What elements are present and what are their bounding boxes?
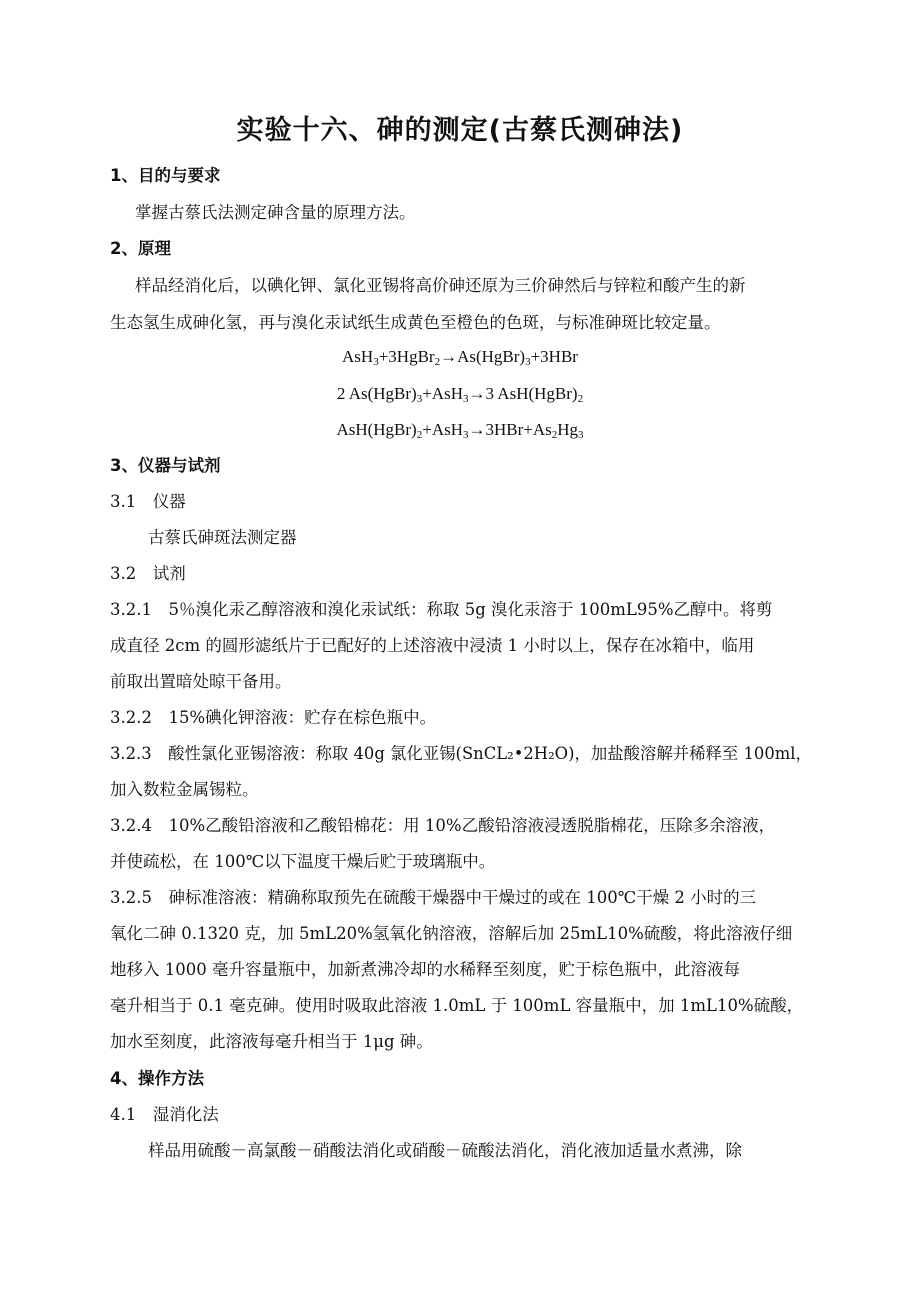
paragraph-principle-line-1: 样品经消化后，以碘化钾、氯化亚锡将高价砷还原为三价砷然后与锌粒和酸产生的新 <box>135 276 746 295</box>
paragraph-apparatus: 古蔡氏砷斑法测定器 <box>148 528 297 547</box>
reagent-3-2-4-line-1: 3.2.4 10%乙酸铅溶液和乙酸铅棉花：用 10%乙酸铅溶液浸透脱脂棉花，压除多余溶液， <box>110 816 776 835</box>
reagent-3-2-4-line-2: 并使疏松，在 100℃以下温度干燥后贮于玻璃瓶中。 <box>110 852 496 871</box>
page-title: 实验十六、砷的测定(古蔡氏测砷法) <box>236 115 684 146</box>
section-heading-apparatus-reagents: 3、仪器与试剂 <box>110 456 221 475</box>
reagent-3-2-5-line-1: 3.2.5 砷标准溶液：精确称取预先在硫酸干燥器中干燥过的或在 100℃干燥 2 小时的三 <box>110 888 757 907</box>
reagent-3-2-2: 3.2.2 15%碘化钾溶液：贮存在棕色瓶中。 <box>110 708 437 727</box>
equation-2: 2 $As(HgBr)_3+AsH_3\to 3$ $AsH(HgBr)_2$ <box>336 384 584 405</box>
reagent-3-2-5-line-2: 氧化二砷 0.1320 克，加 5mL20%氢氧化钠溶液，溶解后加 25mL10%硫酸，将此溶液仔细 <box>110 924 793 943</box>
paragraph-wet-digestion: 样品用硫酸－高氯酸－硝酸法消化或硝酸－硫酸法消化，消化液加适量水煮沸，除 <box>148 1141 742 1160</box>
section-heading-principle: 2、原理 <box>110 239 171 258</box>
paragraph-principle-line-2: 生态氢生成砷化氢，再与溴化汞试纸生成黄色至橙色的色斑，与标准砷斑比较定量。 <box>110 313 721 332</box>
reagent-3-2-1-line-2: 成直径 2cm 的圆形滤纸片于已配好的上述溶液中浸渍 1 小时以上，保存在冰箱中，临用 <box>110 636 755 655</box>
subheading-wet-digestion: 4.1 湿消化法 <box>110 1105 219 1124</box>
equation-3: $AsH(HgBr)_2+AsH_3\to 3HBr+As_2Hg_3$ <box>336 420 584 441</box>
reagent-3-2-5-line-5: 加水至刻度，此溶液每毫升相当于 1μg 砷。 <box>110 1032 433 1051</box>
reagent-3-2-5-line-3: 地移入 1000 毫升容量瓶中，加新煮沸冷却的水稀释至刻度，贮于棕色瓶中，此溶液每 <box>110 960 740 979</box>
equation-1: $AsH_3+3HgBr_2\to As(HgBr)_3+3HBr$ <box>342 347 578 368</box>
subheading-apparatus: 3.1 仪器 <box>110 492 186 511</box>
reagent-3-2-3-line-2: 加入数粒金属锡粒。 <box>110 780 259 799</box>
paragraph-purpose: 掌握古蔡氏法测定砷含量的原理方法。 <box>135 203 416 222</box>
section-heading-purpose: 1、目的与要求 <box>110 166 221 185</box>
reagent-3-2-5-line-4: 毫升相当于 0.1 毫克砷。使用时吸取此溶液 1.0mL 于 100mL 容量瓶中，加 1mL10%硫酸， <box>110 996 804 1015</box>
reagent-3-2-3-line-1: 3.2.3 酸性氯化亚锡溶液：称取 40g 氯化亚锡(SnCL₂•2H₂O)，加盐酸溶解并稀释至 100ml， <box>110 744 812 763</box>
reagent-3-2-1-line-3: 前取出置暗处晾干备用。 <box>110 672 292 691</box>
subheading-reagents: 3.2 试剂 <box>110 564 186 583</box>
reagent-3-2-1-line-1: 3.2.1 5％溴化汞乙醇溶液和溴化汞试纸：称取 5g 溴化汞溶于 100mL95%乙醇中。将剪 <box>110 600 773 619</box>
section-heading-procedure: 4、操作方法 <box>110 1069 204 1088</box>
